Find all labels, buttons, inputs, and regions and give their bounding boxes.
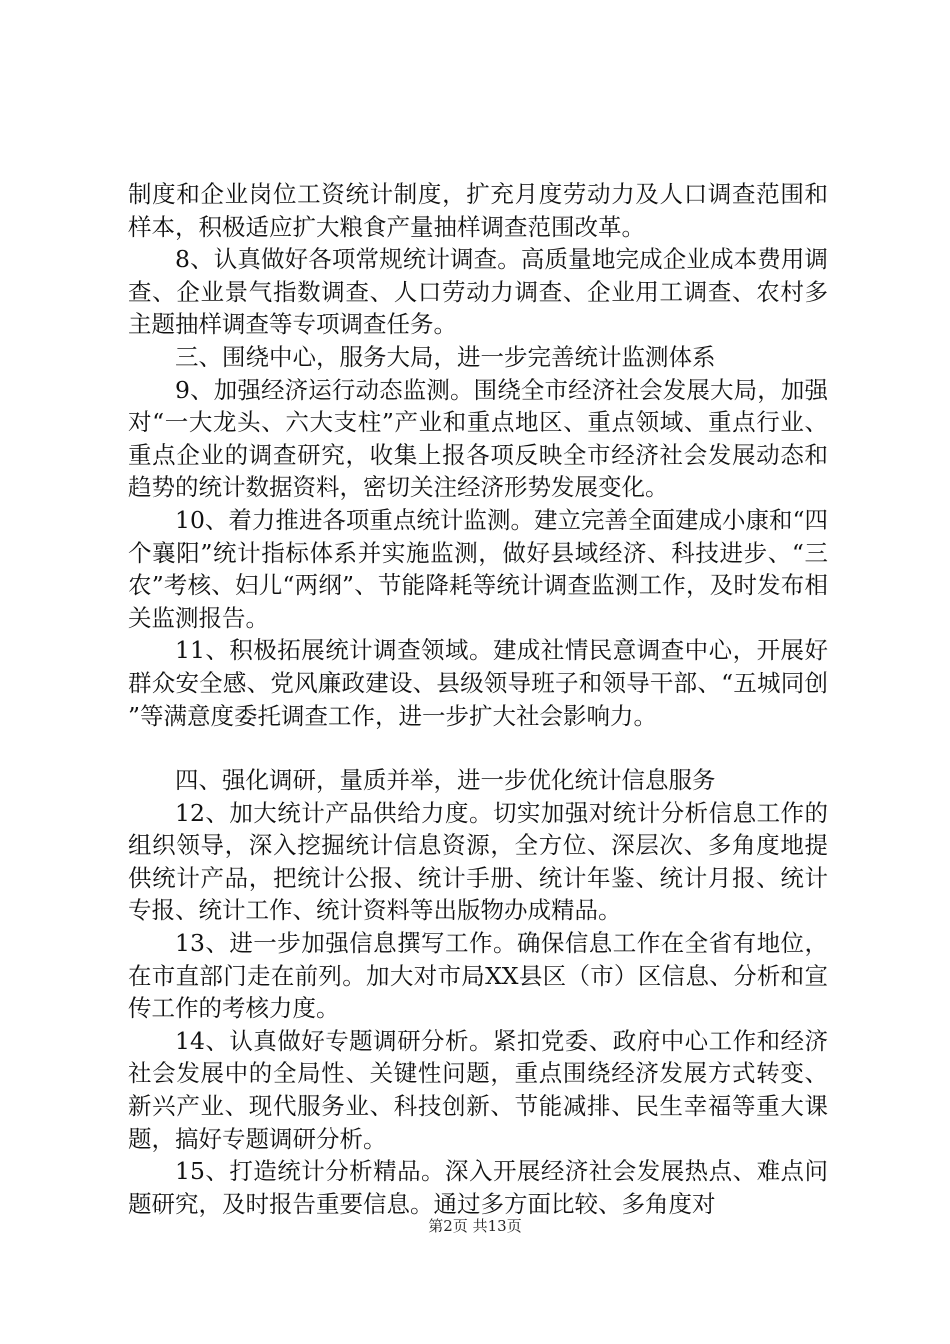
paragraph-item-8: 8、认真做好各项常规统计调查。高质量地完成企业成本费用调查、企业景气指数调查、人口劳动力调查、企业用工调查、农村多主题抽样调查等专项调查任务。 [128,245,828,339]
paragraph-item-14: 14、认真做好专题调研分析。紧扣党委、政府中心工作和经济社会发展中的全局性、关键性问题，重点围绕经济发展方式转变、新兴产业、现代服务业、科技创新、节能减排、民生幸福等重大课题，搞好专题调研分析。 [128,1026,828,1153]
paragraph-item-11: 11、积极拓展统计调查领域。建成社情民意调查中心，开展好群众安全感、党风廉政建设、县级领导班子和领导干部、“五城同创”等满意度委托调查工作，进一步扩大社会影响力。 [128,636,828,730]
paragraph-item-15: 15、打造统计分析精品。深入开展经济社会发展热点、难点问题研究，及时报告重要信息。通过多方面比较、多角度对 [128,1157,828,1218]
paragraph-item-13: 13、进一步加强信息撰写工作。确保信息工作在全省有地位，在市直部门走在前列。加大对市局XX县区（市）区信息、分析和宣传工作的考核力度。 [128,929,828,1023]
document-body [128,178,828,1220]
paragraph-item-10: 10、着力推进各项重点统计监测。建立完善全面建成小康和“四个襄阳”统计指标体系并实施监测，做好县域经济、科技进步、“三农”考核、妇儿“两纲”、节能降耗等统计调查监测工作，及时发布相关监测报告。 [128,505,828,632]
paragraph-continuation: 制度和企业岗位工资统计制度，扩充月度劳动力及人口调查范围和样本，积极适应扩大粮食产量抽样调查范围改革。 [128,180,828,241]
paragraph-item-9: 9、加强经济运行动态监测。围绕全市经济社会发展大局，加强对“一大龙头、六大支柱”产业和重点地区、重点领域、重点行业、重点企业的调查研究，收集上报各项反映全市经济社会发展动态和趋势的统计数据资料，密切关注经济形势发展变化。 [128,375,828,502]
section-heading-3: 三、围绕中心，服务大局，进一步完善统计监测体系 [175,342,716,371]
paragraph-item-12: 12、加大统计产品供给力度。切实加强对统计分析信息工作的组织领导，深入挖掘统计信息资源，全方位、深层次、多角度地提供统计产品，把统计公报、统计手册、统计年鉴、统计月报、统计专报、统计工作、统计资料等出版物办成精品。 [128,798,828,925]
section-heading-4: 四、强化调研，量质并举，进一步优化统计信息服务 [175,766,716,795]
page-footer: 第2页 共13页 [428,1217,522,1235]
